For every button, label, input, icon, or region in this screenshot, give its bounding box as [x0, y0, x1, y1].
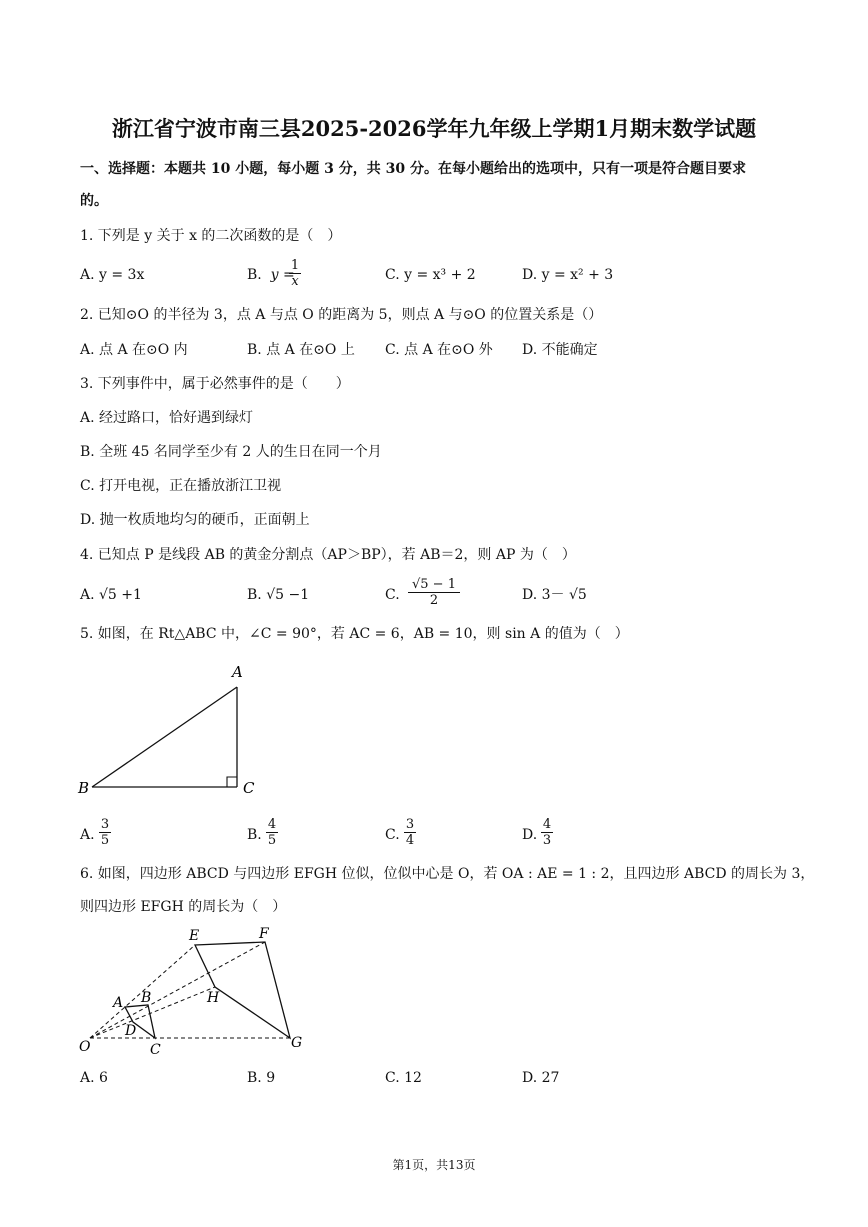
question-2-option-c: C. 点 A 在⊙O 外: [385, 342, 493, 358]
vertex-label-c: C: [243, 779, 255, 797]
question-1-option-a: A. y = 3x: [80, 267, 145, 283]
question-4-stem: 4. 已知点 P 是线段 AB 的黄金分割点（AP＞BP），若 AB＝2，则 AP 为（ ）: [80, 547, 576, 563]
fraction-numerator: 4: [542, 817, 552, 832]
vertex-label-a: A: [113, 995, 124, 1011]
question-1-option-b-label: B. y =: [247, 267, 295, 283]
section-heading-cont: 的。: [80, 193, 108, 209]
question-1-option-b-fraction: [289, 258, 301, 289]
question-1-option-d: D. y = x² + 3: [522, 267, 614, 283]
page-number: 第1页，共13页: [392, 1158, 476, 1172]
question-3-option-b: B. 全班 45 名同学至少有 2 人的生日在同一个月: [80, 444, 382, 460]
question-5-option-c-fraction: [404, 817, 416, 848]
fraction-denominator: 5: [267, 833, 277, 848]
question-2-option-a: A. 点 A 在⊙O 内: [80, 342, 188, 358]
ray-oh: [90, 987, 215, 1038]
question-6-stem: 6. 如图，四边形 ABCD 与四边形 EFGH 位似，位似中心是 O，若 OA : AE = 1 : 2，且四边形 ABCD 的周长为 3，: [80, 866, 815, 882]
question-3-option-c: C. 打开电视，正在播放浙江卫视: [80, 478, 282, 494]
question-4-option-c-label: C.: [385, 587, 400, 603]
question-3-stem: 3. 下列事件中，属于必然事件的是（ ）: [80, 376, 350, 392]
vertex-label-c: C: [150, 1042, 161, 1058]
fraction-denominator: x: [291, 274, 299, 289]
question-1-option-c: C. y = x³ + 2: [385, 267, 476, 283]
question-5-option-a-fraction: [99, 817, 111, 848]
question-4-option-a: A. √5 +1: [80, 587, 142, 603]
question-5-option-c-label: C.: [385, 827, 400, 843]
question-5-option-a-label: A.: [80, 827, 95, 843]
question-6-option-b: B. 9: [247, 1070, 276, 1086]
vertex-label-a: A: [232, 663, 243, 681]
vertex-label-h: H: [207, 990, 220, 1006]
vertex-label-f: F: [259, 926, 269, 942]
question-6-option-d: D. 27: [522, 1070, 560, 1086]
vertex-label-e: E: [189, 928, 200, 944]
question-4-option-d: D. 3－ √5: [522, 587, 587, 603]
vertex-label-g: G: [291, 1035, 303, 1051]
right-angle-mark: [227, 777, 237, 787]
question-5-stem: 5. 如图，在 Rt△ABC 中，∠C = 90°，若 AC = 6，AB = 10，则 sin A 的值为（ ）: [80, 626, 629, 642]
question-5-option-d-label: D.: [522, 827, 538, 843]
question-6-option-c: C. 12: [385, 1070, 422, 1086]
question-1-stem: 1. 下列是 y 关于 x 的二次函数的是（ ）: [80, 228, 342, 244]
fraction-numerator: √5 − 1: [408, 577, 460, 593]
question-5-figure: [75, 660, 275, 805]
question-6-stem-cont: 则四边形 EFGH 的周长为（ ）: [80, 899, 287, 915]
question-5-option-b-fraction: [266, 817, 278, 848]
fraction-numerator: 3: [100, 817, 110, 832]
vertex-label-o: O: [79, 1039, 91, 1055]
question-2-option-d: D. 不能确定: [522, 342, 598, 358]
question-2-stem: 2. 已知⊙O 的半径为 3，点 A 与点 O 的距离为 5，则点 A 与⊙O 的位置关系是（）: [80, 307, 603, 323]
vertex-label-d: D: [125, 1023, 137, 1039]
vertex-label-b: B: [78, 779, 90, 797]
fraction-denominator: 3: [542, 833, 552, 848]
section-heading: 一、选择题：本题共 10 小题，每小题 3 分，共 30 分。在每小题给出的选项中，只有一项是符合题目要求: [80, 161, 746, 177]
question-4-option-c-fraction: [408, 577, 460, 608]
fraction-denominator: 4: [405, 833, 415, 848]
question-3-option-d: D. 抛一枚质地均匀的硬币，正面朝上: [80, 512, 310, 528]
fraction-numerator: 4: [267, 817, 277, 832]
fraction-denominator: 2: [429, 593, 439, 608]
question-6-option-a: A. 6: [80, 1070, 108, 1086]
ray-of: [90, 942, 265, 1038]
vertex-label-b: B: [141, 990, 152, 1006]
fraction-numerator: 1: [290, 258, 300, 273]
side-ab: [92, 687, 237, 787]
question-6-figure: [75, 925, 325, 1060]
page-title: 浙江省宁波市南三县2025-2026学年九年级上学期1月期末数学试题: [111, 116, 757, 141]
question-3-option-a: A. 经过路口，恰好遇到绿灯: [80, 410, 254, 426]
fraction-numerator: 3: [405, 817, 415, 832]
question-2-option-b: B. 点 A 在⊙O 上: [247, 342, 355, 358]
fraction-denominator: 5: [100, 833, 110, 848]
question-5-option-d-fraction: [541, 817, 553, 848]
question-5-option-b-label: B.: [247, 827, 262, 843]
question-4-option-b: B. √5 −1: [247, 587, 310, 603]
